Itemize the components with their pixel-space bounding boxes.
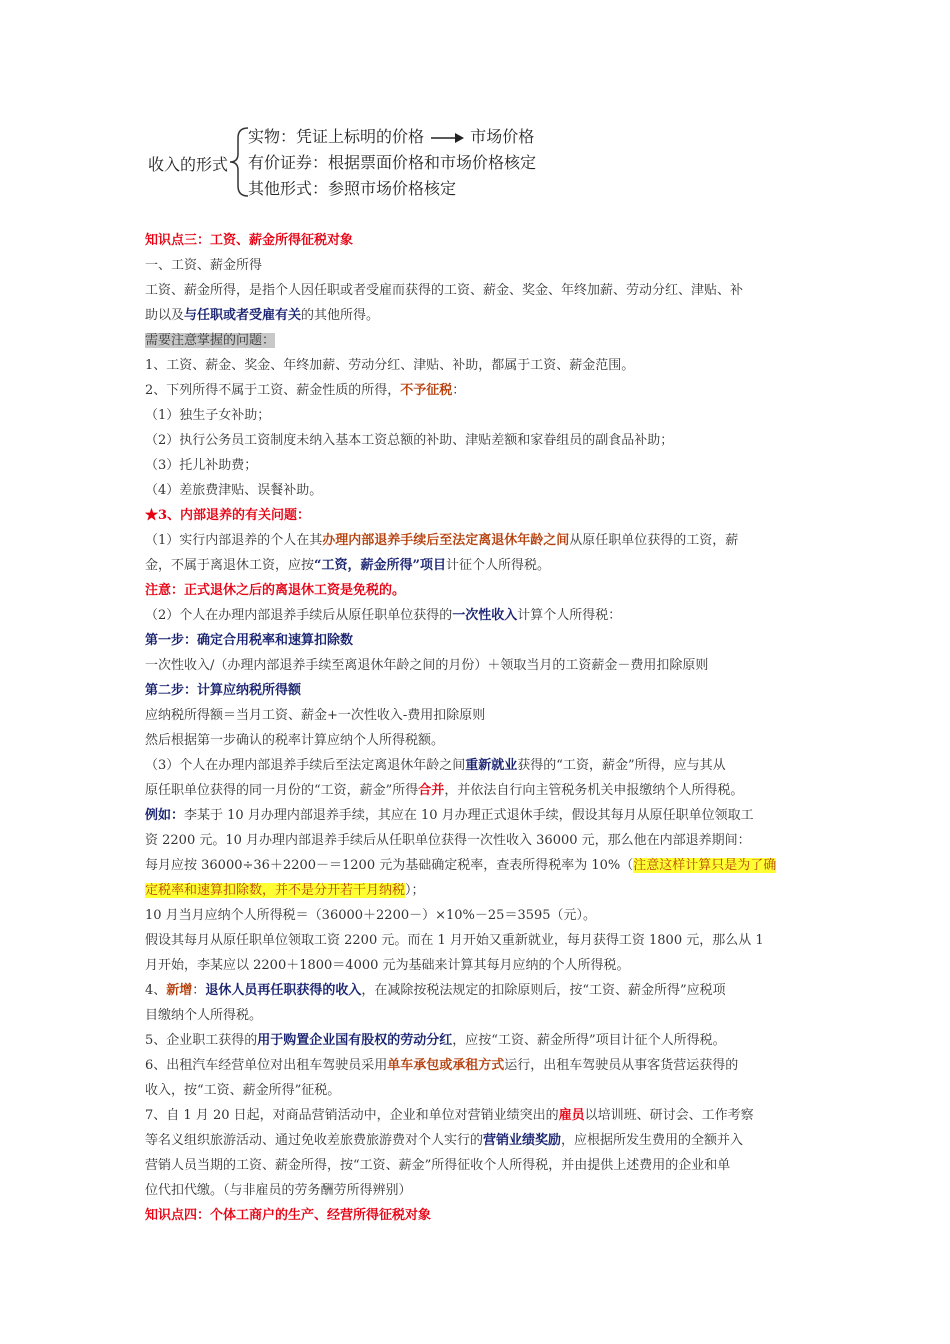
sub-item: （4）差旅费津贴、误餐补助。	[145, 483, 323, 498]
list-item-cont: 营销人员当期的工资、薪金所得，按“工资、薪金”所得征收个人所得税，并由提供上述费用的企业和单	[145, 1158, 731, 1173]
list-item	[145, 1053, 809, 1078]
paragraph-line	[145, 528, 809, 553]
text-span: 李某于 10 月办理内部退养手续，其应在 10 月办理正式退休手续，假设其每月从原任职单位领取工	[184, 808, 754, 823]
highlighted-text: 需要注意掌握的问题：	[145, 333, 276, 348]
curly-brace-icon	[228, 126, 250, 198]
formula-line: 一次性收入/（办理内部退养手续至离退休年龄之间的月份）＋领取当月的工资薪金－费用扣除原则	[145, 658, 709, 673]
text-span: ：	[192, 983, 206, 998]
paragraph-line: 工资、薪金所得，是指个人因任职或者受雇而获得的工资、薪金、奖金、年终加薪、劳动分红、津贴、补	[145, 283, 744, 298]
text-span: 5、企业职工获得的	[145, 1033, 258, 1048]
text-span: 2、下列所得不属于工资、薪金性质的所得，	[145, 383, 401, 398]
text-span: ，应根据所发生费用的全额并入	[561, 1133, 744, 1148]
list-item-cont: 收入，按“工资、薪金所得”征税。	[145, 1083, 341, 1098]
diagram-line-goods	[248, 124, 534, 147]
list-item-cont	[145, 1128, 809, 1153]
example-line: 假设其每月从原任职单位领取工资 2200 元。而在 1 月开始又重新就业，每月获得工资 1800 元，那么从 1	[145, 933, 764, 948]
paragraph-line	[145, 753, 809, 778]
note-label: 注意：	[145, 583, 185, 598]
example-line: 10 月当月应纳个人所得税＝（36000＋2200－）×10%－25＝3595（元）。	[145, 908, 597, 923]
text-span: ，在减除按税法规定的扣除原则后，按“工资、薪金所得”应税项	[361, 983, 726, 998]
new-tag: 新增	[166, 983, 193, 998]
emphasis-text: 与任职或者受雇有关	[184, 308, 302, 323]
diagram-line-securities: 有价证券：根据票面价格和市场价格核定	[248, 153, 537, 172]
text-span: 的其他所得。	[301, 308, 380, 323]
example-line	[145, 878, 809, 903]
section-title-k4: 知识点四：个体工商户的生产、经营所得征税对象	[145, 1208, 432, 1223]
step-heading: 第一步：确定合用税率和速算扣除数	[145, 633, 354, 648]
sub-item: （2）执行公务员工资制度未纳入基本工资总额的补助、津贴差额和家眷组员的副食品补助；	[145, 433, 674, 448]
text-span: ）；	[405, 883, 425, 898]
text-span: 助以及	[145, 308, 185, 323]
example-line: 月开始，李某应以 2200＋1800＝4000 元为基础来计算其每月应纳的个人所得税。	[145, 958, 630, 973]
diagram-label: 收入的形式	[148, 155, 229, 174]
emphasis-text: 营销业绩奖励	[483, 1133, 562, 1148]
text-span: 以培训班、研讨会、工作考察	[584, 1108, 754, 1123]
attention-heading	[145, 328, 809, 353]
text-span: 4、	[145, 983, 167, 998]
step-heading: 第二步：计算应纳税所得额	[145, 683, 302, 698]
emphasis-text: 雇员	[558, 1108, 585, 1123]
text-span: ，应按“工资、薪金所得”项目计征个人所得税。	[452, 1033, 726, 1048]
diagram-line-other: 其他形式：参照市场价格核定	[248, 179, 457, 198]
text-span: ：	[452, 383, 466, 398]
text-span: 等名义组织旅游活动、通过免收差旅费旅游费对个人实行的	[145, 1133, 484, 1148]
arrow-right-icon	[429, 132, 465, 144]
list-item	[145, 1103, 809, 1128]
emphasis-text: “工资，薪金所得”项目	[314, 558, 446, 573]
text-span: 计征个人所得税。	[445, 558, 550, 573]
emphasis-text: 合并	[418, 783, 445, 798]
emphasis-text: 不予征税	[400, 383, 453, 398]
list-item	[145, 978, 809, 1003]
sub-item: （3）托儿补助费；	[145, 458, 258, 473]
document-body	[145, 228, 809, 1228]
text-span: 运行，出租车驾驶员从事客货营运获得的	[504, 1058, 739, 1073]
paragraph-line	[145, 303, 809, 328]
list-item-cont: 位代扣代缴。（与非雇员的劳务酬劳所得辨别）	[145, 1183, 412, 1198]
list-item-cont: 目缴纳个人所得税。	[145, 1008, 263, 1023]
emphasis-text: 重新就业	[465, 758, 518, 773]
subheading: 一、工资、薪金所得	[145, 258, 263, 273]
example-line	[145, 853, 809, 878]
income-form-diagram	[148, 122, 568, 200]
text-span: 从原任职单位获得的工资，薪	[569, 533, 739, 548]
example-line: 资 2200 元。10 月办理内部退养手续后从任职单位获得一次性收入 36000 元，那么他在内部退养期间：	[145, 833, 751, 848]
emphasis-text: 一次性收入	[452, 608, 518, 623]
text-span: 金，不属于离退休工资，应按	[145, 558, 315, 573]
note-line	[145, 578, 809, 603]
market-price-text: 市场价格	[470, 127, 535, 146]
list-item	[145, 1028, 809, 1053]
paragraph-line: 然后根据第一步确认的税率计算应纳个人所得税额。	[145, 733, 445, 748]
text-span: （1）实行内部退养的个人在其	[145, 533, 323, 548]
list-item	[145, 378, 809, 403]
list-item-starred: ★3、内部退养的有关问题：	[145, 508, 311, 523]
paragraph-line	[145, 778, 809, 803]
note-text: 正式退休之后的离退休工资是免税的。	[184, 583, 406, 598]
text-span: 6、出租汽车经营单位对出租车驾驶员采用	[145, 1058, 388, 1073]
goods-text: 实物：凭证上标明的价格	[248, 127, 425, 146]
text-span: （2）个人在办理内部退养手续后从原任职单位获得的	[145, 608, 453, 623]
text-span: 7、自 1 月 20 日起，对商品营销活动中，企业和单位对营销业绩突出的	[145, 1108, 559, 1123]
text-span: 原任职单位获得的同一月份的“工资，薪金”所得	[145, 783, 419, 798]
highlighted-text: 注意这样计算只是为了确	[633, 858, 777, 873]
formula-line: 应纳税所得额＝当月工资、薪金+一次性收入-费用扣除原则	[145, 708, 486, 723]
text-span: ，并依法自行向主管税务机关申报缴纳个人所得税。	[444, 783, 744, 798]
emphasis-text: 用于购置企业国有股权的劳动分红	[257, 1033, 453, 1048]
example-label: 例如：	[145, 808, 185, 823]
highlighted-text: 定税率和速算扣除数，并不是分开若干月纳税	[145, 883, 406, 898]
text-span: 获得的“工资，薪金”所得，应与其从	[517, 758, 726, 773]
text-span: （3）个人在办理内部退养手续后至法定离退休年龄之间	[145, 758, 466, 773]
example-line	[145, 803, 809, 828]
paragraph-line	[145, 553, 809, 578]
text-span: 每月应按 36000÷36＋2200－＝1200 元为基础确定税率，查表所得税率为 10%（	[145, 858, 634, 873]
list-item: 1、工资、薪金、奖金、年终加薪、劳动分红、津贴、补助，都属于工资、薪金范围。	[145, 358, 635, 373]
sub-item: （1）独生子女补助；	[145, 408, 271, 423]
section-title-k3: 知识点三：工资、薪金所得征税对象	[145, 233, 354, 248]
emphasis-text: 办理内部退养手续后至法定离退休年龄之间	[322, 533, 570, 548]
text-span: 计算个人所得税：	[517, 608, 622, 623]
paragraph-line	[145, 603, 809, 628]
emphasis-text: 退休人员再任职获得的收入	[205, 983, 362, 998]
emphasis-text: 单车承包或承租方式	[387, 1058, 505, 1073]
